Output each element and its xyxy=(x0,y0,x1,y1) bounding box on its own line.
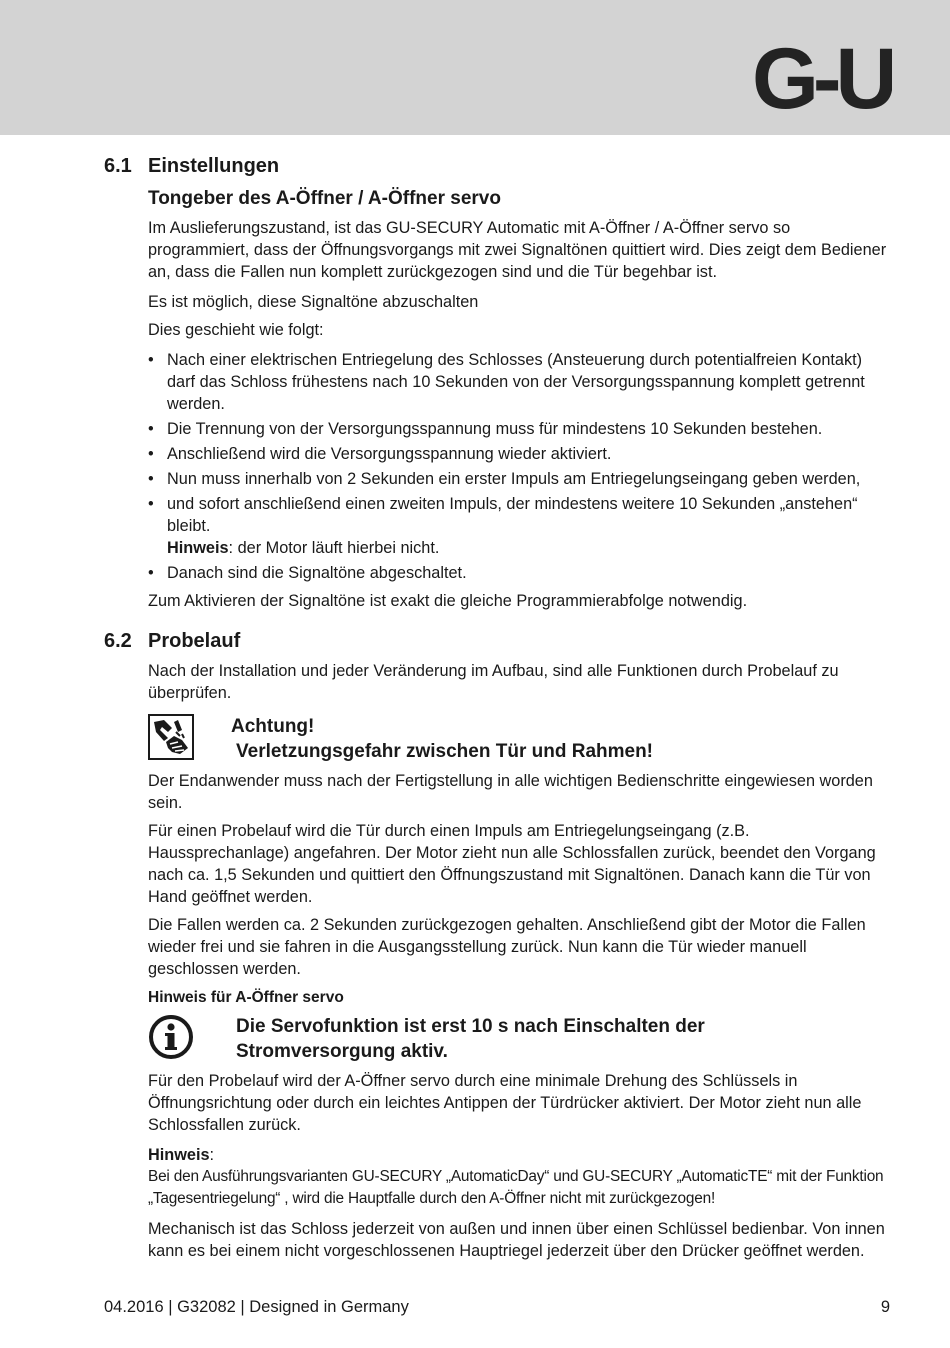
footer-info: 04.2016 | G32082 | Designed in Germany xyxy=(104,1298,409,1316)
info-callout xyxy=(148,1014,894,1064)
info-line: Die Servofunktion ist erst 10 s nach Einschalten der xyxy=(236,1016,705,1037)
list-item: • Nach einer elektrischen Entriegelung des Schlosses (Ansteuerung durch potentialfreien Kontakt) darf das Schloss frühestens nach 10 Sekunden von der Versorgungsspannung komplett getrennt werden. xyxy=(148,349,894,415)
warning-message: Verletzungsgefahr zwischen Tür und Rahmen! xyxy=(236,741,654,762)
list-item: • Die Trennung von der Versorgungsspannung muss für mindestens 10 Sekunden bestehen. xyxy=(148,418,894,440)
page-footer xyxy=(104,1297,890,1317)
info-line: Stromversorgung aktiv. xyxy=(236,1041,448,1062)
list-item: • Nun muss innerhalb von 2 Sekunden ein erster Impuls am Entriegelungseingang geben werden, xyxy=(148,468,894,490)
section-number: 6.2 xyxy=(104,630,132,652)
note-paragraph: Bei den Ausführungsvarianten GU-SECURY „AutomaticDay“ und GU-SECURY „AutomaticTE“ mit der Funktion „Tagesentriegelung“ , wird die Hauptfalle durch den A-Öffner nicht mit zurückgezogen! xyxy=(148,1168,884,1207)
warning-title: Achtung! xyxy=(231,716,315,737)
paragraph: Im Auslieferungszustand, ist das GU-SECURY Automatic mit A-Öffner / A-Öffner servo so programmiert, dass der Öffnungsvorgangs mit zwei Signaltönen quittiert wird. Dies zeigt dem Bediener an, dass die Fallen nun komplett zurückgezogen sind und die Tür begehbar ist. xyxy=(148,219,887,281)
list-item xyxy=(148,493,894,559)
section-number: 6.1 xyxy=(104,155,132,177)
page-number: 9 xyxy=(880,1298,890,1316)
paragraph: Es ist möglich, diese Signaltöne abzuschalten xyxy=(148,293,479,311)
page-content xyxy=(104,153,894,1262)
section-title: Einstellungen xyxy=(148,155,280,177)
gu-logo xyxy=(752,36,892,112)
note-label: Hinweis xyxy=(148,1146,210,1164)
list-item: • Anschließend wird die Versorgungsspannung wieder aktiviert. xyxy=(148,443,894,465)
note-text: : der Motor läuft hierbei nicht. xyxy=(228,539,440,557)
section-6-2-heading xyxy=(104,628,894,654)
section-title: Probelauf xyxy=(148,630,241,652)
section-6-1-heading xyxy=(104,153,894,179)
hand-crush-warning-icon xyxy=(148,714,194,760)
bullet-list xyxy=(148,349,894,584)
paragraph: Die Fallen werden ca. 2 Sekunden zurückgezogen gehalten. Anschließend gibt der Motor die Fallen wieder frei und sie fahren in die Ausgangsstellung zurück. Nun kann die Tür wieder manuell geschlossen werden. xyxy=(148,916,866,978)
paragraph: Zum Aktivieren der Signaltöne ist exakt die gleiche Programmierabfolge notwendig. xyxy=(148,592,748,610)
paragraph: Mechanisch ist das Schloss jederzeit von außen und innen über einen Schlüssel bedienbar. Von innen kann es bei einem nicht vorgeschlossenen Hauptriegel jederzeit über den Drücker geöffnet werden. xyxy=(148,1220,885,1260)
note-colon: : xyxy=(209,1146,215,1164)
subsection-title: Tongeber des A-Öffner / A-Öffner servo xyxy=(148,188,501,209)
note-label: Hinweis xyxy=(167,539,229,557)
list-item: • Danach sind die Signaltöne abgeschaltet. xyxy=(148,562,894,584)
info-icon xyxy=(148,1014,194,1060)
list-item-text: und sofort anschließend einen zweiten Impuls, der mindestens weitere 10 Sekunden „anstehen“ bleibt. xyxy=(167,495,858,535)
paragraph: Nach der Installation und jeder Veränderung im Aufbau, sind alle Funktionen durch Probelauf zu überprüfen. xyxy=(148,662,839,702)
paragraph: Dies geschieht wie folgt: xyxy=(148,321,324,339)
note-heading xyxy=(148,1144,894,1166)
paragraph: Der Endanwender muss nach der Fertigstellung in alle wichtigen Bedienschritte eingewiesen worden sein. xyxy=(148,772,873,812)
warning-text xyxy=(231,714,653,764)
servo-note-heading: Hinweis für A-Öffner servo xyxy=(148,989,344,1006)
logo-text: G-U xyxy=(752,36,892,112)
paragraph: Für einen Probelauf wird die Tür durch einen Impuls am Entriegelungseingang (z.B. Haussprechanlage) angefahren. Der Motor zieht nun alle Schlossfallen zurück, beendet den Vorgang nach ca. 1,5 Sekunden und quittiert den Öffnungszustand mit Signaltönen. Danach kann die Tür von Hand geöffnet werden. xyxy=(148,822,876,906)
paragraph: Für den Probelauf wird der A-Öffner servo durch eine minimale Drehung des Schlüssels in Öffnungsrichtung oder durch ein leichtes Antippen der Türdrücker aktiviert. Der Motor zieht nun alle Schlossfallen zurück. xyxy=(148,1072,862,1134)
warning-callout xyxy=(148,714,894,764)
info-text xyxy=(236,1014,705,1064)
